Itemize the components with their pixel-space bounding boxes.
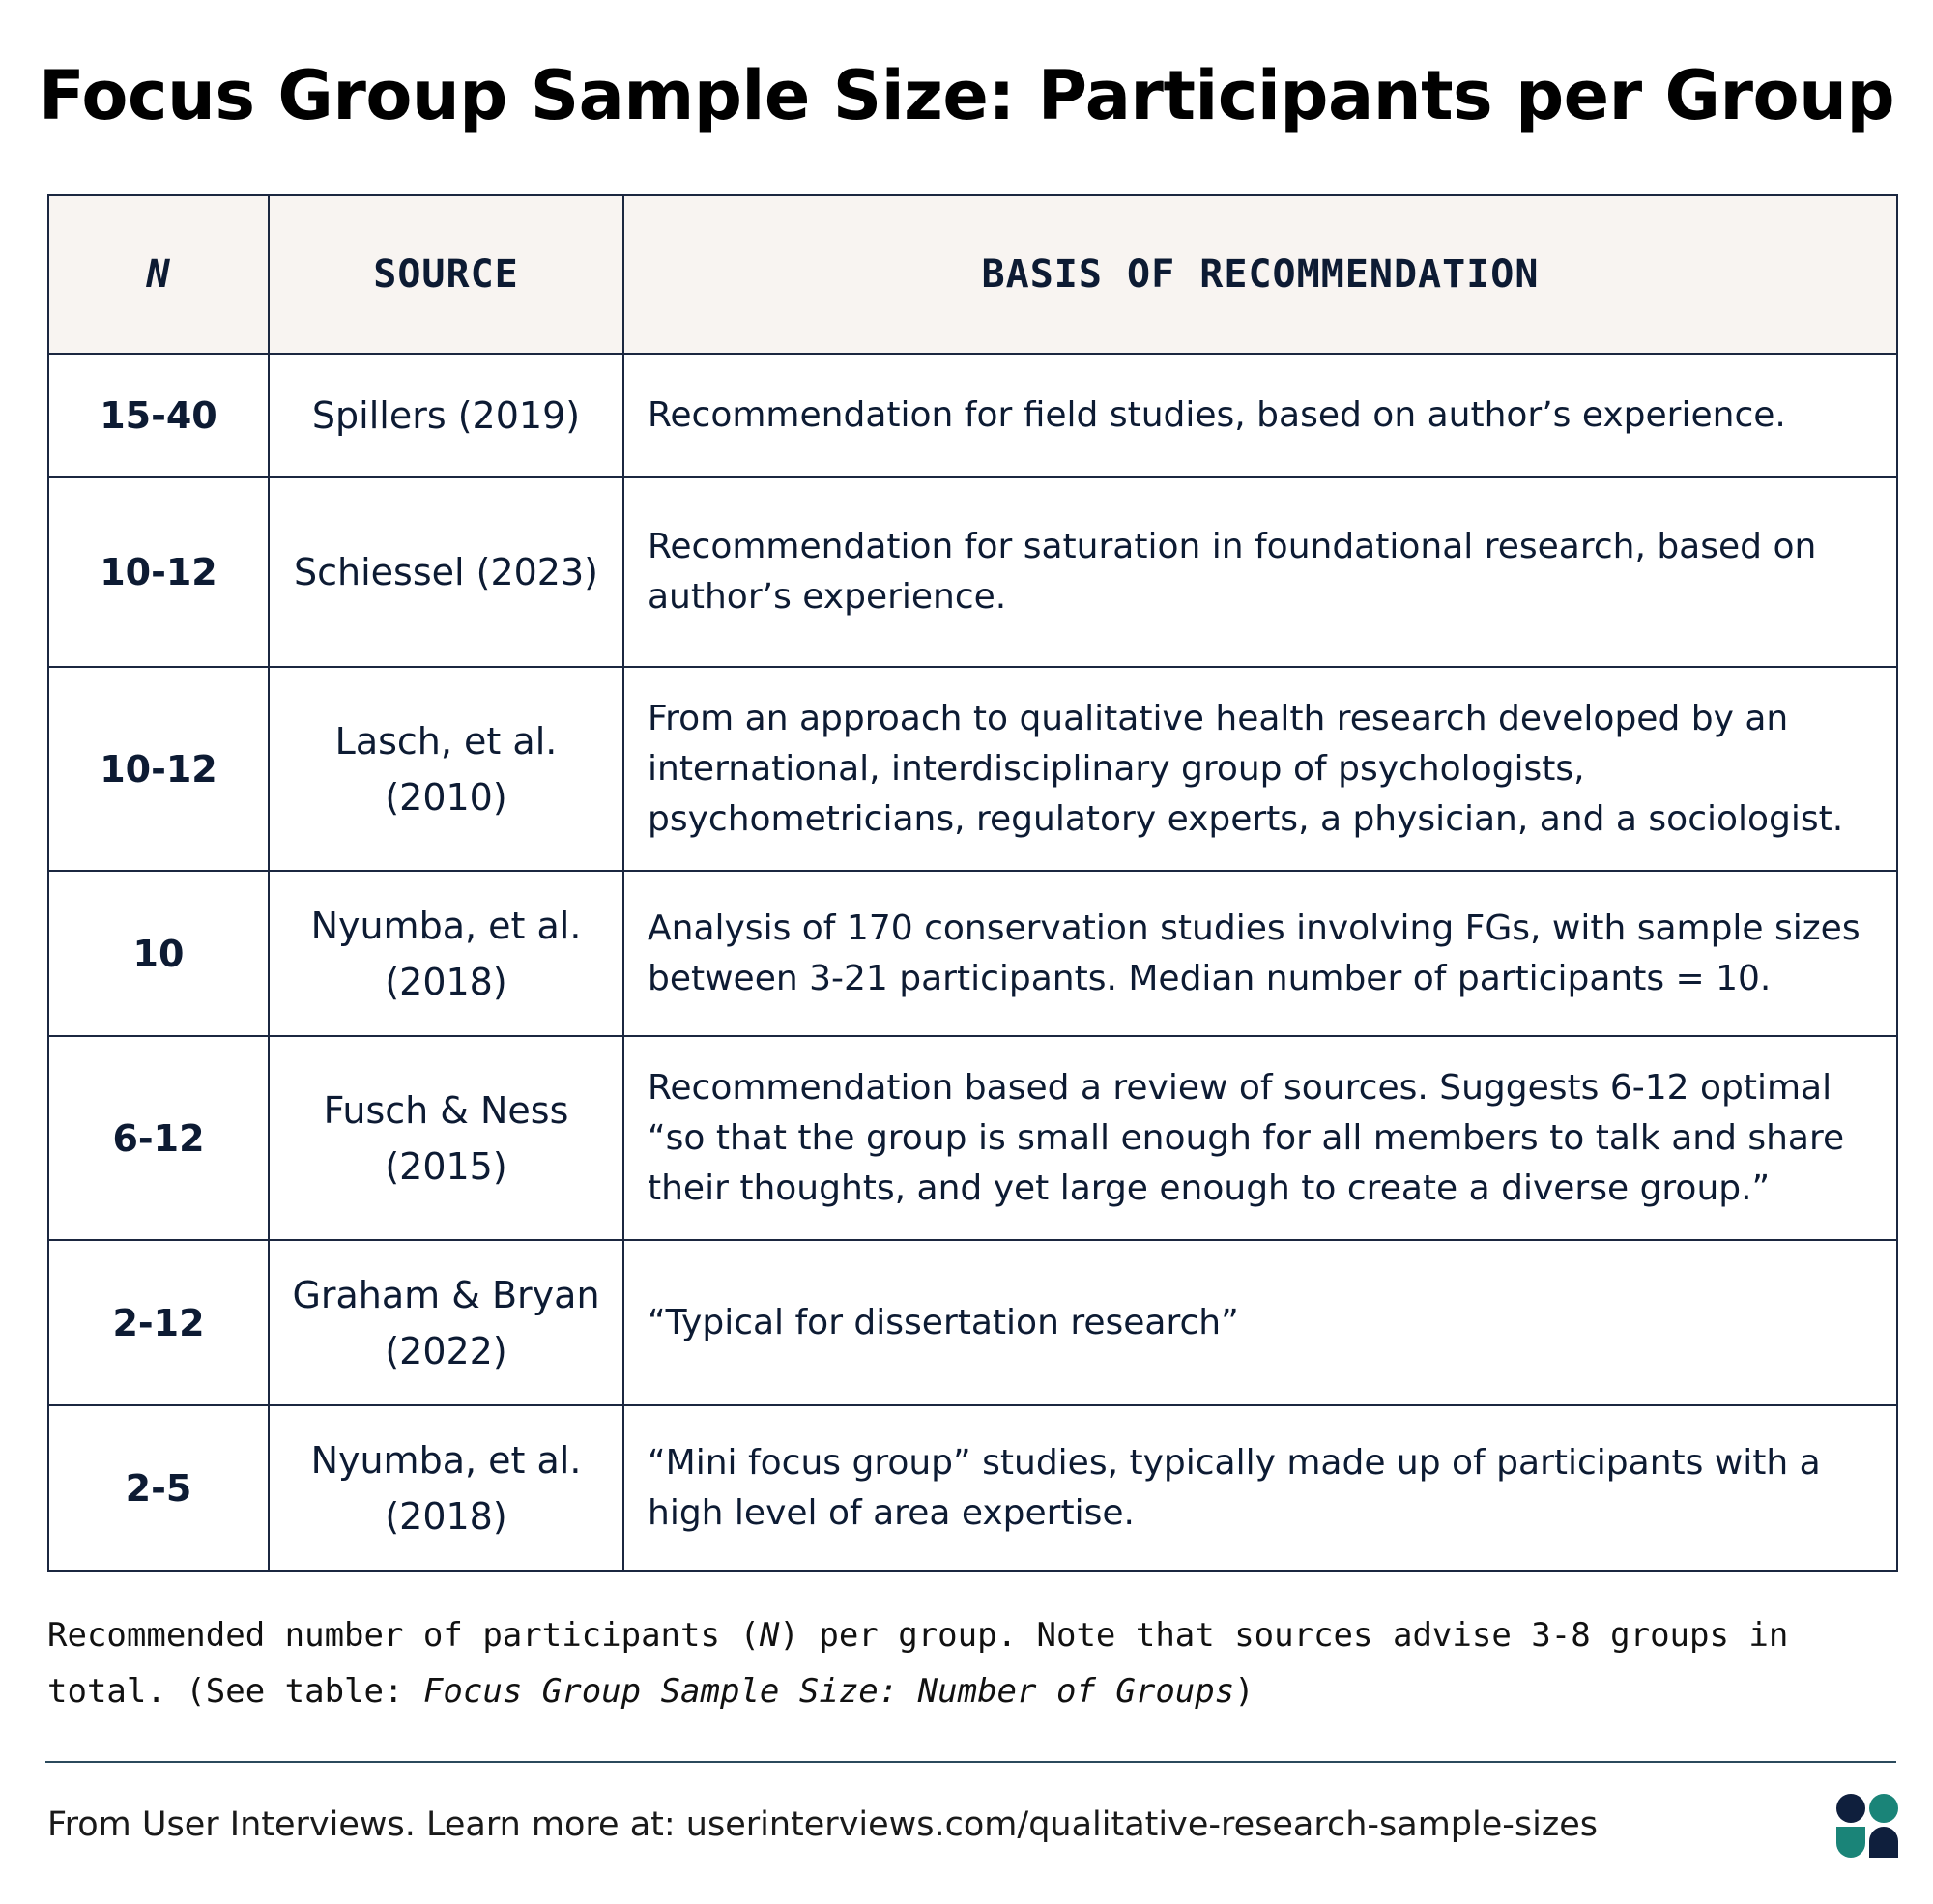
table-row	[48, 354, 1897, 477]
cell-source: Graham & Bryan (2022)	[269, 1240, 623, 1405]
cell-source: Nyumba, et al. (2018)	[269, 1405, 623, 1571]
footer-source: From User Interviews. Learn more at: userinterviews.com/qualitative-research-sample-sizes	[47, 1805, 1599, 1844]
footer-divider	[45, 1761, 1896, 1763]
cell-basis: From an approach to qualitative health research developed by an international, interdisciplinary group of psychologists, psychometricians, regulatory experts, a physician, and a sociologist.	[623, 667, 1897, 871]
cell-n: 2-5	[48, 1405, 269, 1571]
cell-source: Nyumba, et al. (2018)	[269, 871, 623, 1036]
cell-n: 6-12	[48, 1036, 269, 1240]
cell-basis: “Mini focus group” studies, typically made up of participants with a high level of area expertise.	[623, 1405, 1897, 1571]
header-source: SOURCE	[269, 195, 623, 354]
cell-n: 10-12	[48, 477, 269, 667]
cell-source: Fusch & Ness (2015)	[269, 1036, 623, 1240]
sample-size-table	[47, 194, 1898, 1572]
note-text-2: ) per group. Note that sources advise 3-8 groups in total. (See table:	[47, 1616, 1789, 1711]
table-note	[47, 1607, 1896, 1719]
cell-basis: “Typical for dissertation research”	[623, 1240, 1897, 1405]
logo-dot-navy	[1836, 1794, 1865, 1823]
cell-source: Lasch, et al. (2010)	[269, 667, 623, 871]
cell-source: Spillers (2019)	[269, 354, 623, 477]
logo-dot-teal	[1869, 1794, 1898, 1823]
cell-basis: Recommendation for saturation in foundational research, based on author’s experience.	[623, 477, 1897, 667]
cell-n: 2-12	[48, 1240, 269, 1405]
cell-n: 10-12	[48, 667, 269, 871]
cell-source: Schiessel (2023)	[269, 477, 623, 667]
table-row	[48, 1036, 1897, 1240]
logo-arch-navy	[1869, 1827, 1898, 1858]
cell-basis: Recommendation based a review of sources. Suggests 6-12 optimal “so that the group is small enough for all members to talk and share their thoughts, and yet large enough to create a diverse group.”	[623, 1036, 1897, 1240]
note-n: N	[759, 1616, 780, 1655]
cell-basis: Recommendation for field studies, based on author’s experience.	[623, 354, 1897, 477]
logo-cup-teal	[1836, 1827, 1865, 1858]
table-row	[48, 1240, 1897, 1405]
page-title: Focus Group Sample Size: Participants per Group	[38, 56, 1895, 135]
table-row	[48, 667, 1897, 871]
table-row	[48, 871, 1897, 1036]
note-table-reference: Focus Group Sample Size: Number of Groups	[422, 1672, 1235, 1711]
cell-basis: Analysis of 170 conservation studies involving FGs, with sample sizes between 3-21 participants. Median number of participants = 10.	[623, 871, 1897, 1036]
header-n: N	[48, 195, 269, 354]
table-header-row	[48, 195, 1897, 354]
note-text-3: )	[1234, 1672, 1255, 1711]
table-row	[48, 1405, 1897, 1571]
cell-n: 10	[48, 871, 269, 1036]
note-text-1: Recommended number of participants (	[47, 1616, 760, 1655]
table-row	[48, 477, 1897, 667]
header-basis: BASIS OF RECOMMENDATION	[623, 195, 1897, 354]
user-interviews-logo-icon	[1834, 1793, 1900, 1859]
cell-n: 15-40	[48, 354, 269, 477]
